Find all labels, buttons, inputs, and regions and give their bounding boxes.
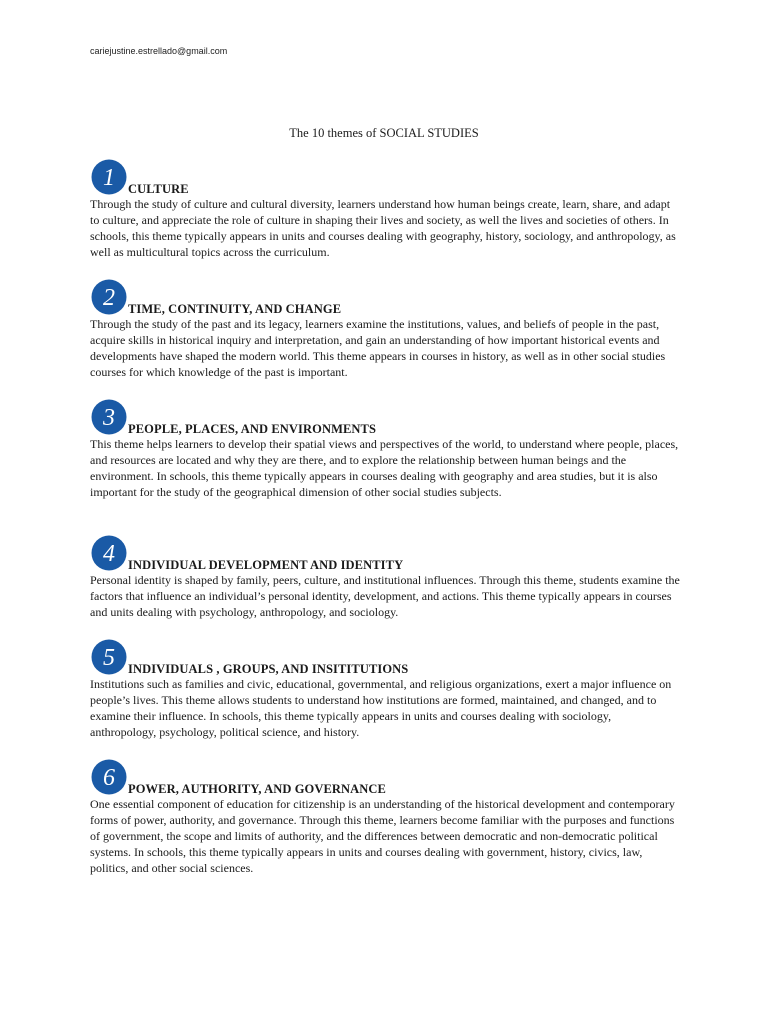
section-heading: TIME, CONTINUITY, AND CHANGE (128, 302, 342, 316)
theme-section-1 (90, 158, 680, 260)
number-badge-icon (90, 278, 128, 316)
author-email: cariejustine.estrellado@gmail.com (90, 46, 228, 56)
section-body: Through the study of the past and its legacy, learners examine the institutions, values, and beliefs of people in the past, acquire skills in historical inquiry and interpretation, and gain an understanding of how important historical events and developments have shaped the modern world. This theme appears in courses in history, as well as in other social studies courses for which knowledge of the past is important. (90, 317, 666, 379)
badge-number: 1 (103, 165, 115, 191)
theme-section-2 (90, 278, 680, 380)
document-title: The 10 themes of SOCIAL STUDIES (289, 126, 479, 140)
number-badge-icon (90, 158, 128, 196)
section-header (90, 398, 680, 436)
section-body: Personal identity is shaped by family, peers, culture, and institutional influences. Through this theme, students examine the factors that influence an individual’s personal identity, development, and actions. This theme typically appears in courses and units dealing with psychology, anthropology, and sociology. (90, 573, 680, 619)
section-header (90, 534, 680, 572)
badge-number: 4 (103, 541, 115, 567)
theme-section-3 (90, 398, 680, 500)
number-badge-icon (90, 398, 128, 436)
section-heading: INDIVIDUALS , GROUPS, AND INSITITUTIONS (128, 662, 409, 676)
section-heading: INDIVIDUAL DEVELOPMENT AND IDENTITY (128, 558, 404, 572)
badge-number: 2 (103, 285, 115, 311)
badge-number: 5 (103, 645, 115, 671)
theme-section-6 (90, 758, 680, 876)
section-header (90, 158, 680, 196)
section-heading: CULTURE (128, 182, 189, 196)
section-header (90, 278, 680, 316)
section-heading: PEOPLE, PLACES, AND ENVIRONMENTS (128, 422, 377, 436)
section-heading: POWER, AUTHORITY, AND GOVERNANCE (128, 782, 386, 796)
number-badge-icon (90, 638, 128, 676)
section-header (90, 638, 680, 676)
badge-number: 6 (103, 765, 115, 791)
number-badge-icon (90, 758, 128, 796)
theme-section-4 (90, 534, 680, 620)
section-body: This theme helps learners to develop their spatial views and perspectives of the world, to understand where people, places, and resources are located and why they are there, and to explore the relationship between human beings and the environment. In schools, this theme typically appears in courses dealing with geography and area studies, but it is also important for the study of the geographical dimension of other social studies subjects. (90, 437, 679, 499)
section-body: One essential component of education for citizenship is an understanding of the historical development and contemporary forms of power, authority, and governance. Through this theme, learners become familiar with the purposes and functions of government, the scope and limits of authority, and the differences between democratic and non-democratic political systems. In schools, this theme typically appears in units and courses dealing with government, history, civics, law, politics, and other social sciences. (90, 797, 675, 875)
number-badge-icon (90, 534, 128, 572)
section-body: Through the study of culture and cultural diversity, learners understand how human beings create, learn, share, and adapt to culture, and appreciate the role of culture in shaping their lives and society, as well the lives and societies of others. In schools, this theme typically appears in units and courses dealing with geography, history, sociology, and anthropology, as well as multicultural topics across the curriculum. (90, 197, 676, 259)
theme-section-5 (90, 638, 680, 740)
section-header (90, 758, 680, 796)
section-body: Institutions such as families and civic, educational, governmental, and religious organizations, exert a major influence on people’s lives. This theme allows students to understand how institutions are formed, maintained, and changed, and to examine their influence. In schools, this theme typically appears in units and courses dealing with sociology, anthropology, psychology, political science, and history. (90, 677, 672, 739)
badge-number: 3 (103, 405, 115, 431)
